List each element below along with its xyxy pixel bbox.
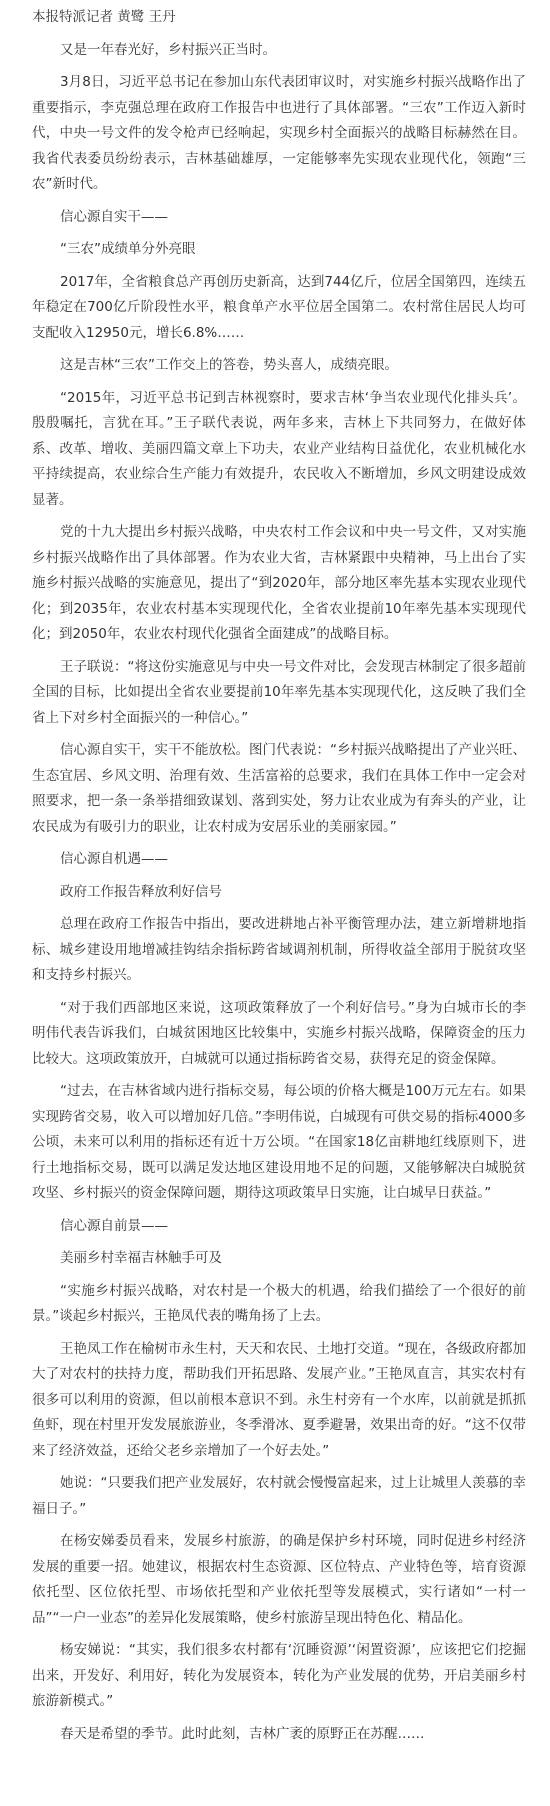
paragraph: 总理在政府工作报告中指出，要改进耕地占补平衡管理办法，建立新增耕地指标、城乡建设用地增减挂钩结余指标跨省域调剂机制，所得收益全部用于脱贫攻坚和支持乡村振兴。 <box>32 916 526 983</box>
paragraph: “过去，在吉林省域内进行指标交易，每公顷的价格大概是100万元左右。如果实现跨省交易，收入可以增加好几倍。”李明伟说，白城现有可供交易的指标4000多公顷，未来可以利用的指标还有近十万公顷。“在国家18亿亩耕地红线原则下，进行土地指标交易，既可以满足发达地区建设用地不足的问题，又能够解决白城脱贫攻坚、乡村振兴的资金保障问题，期待这项政策早日实施，让白城早日获益。” <box>32 1083 526 1201</box>
paragraph: 2017年，全省粮食总产再创历史新高，达到744亿斤，位居全国第四，连续五年稳定在700亿斤阶段性水平，粮食单产水平位居全国第二。农村常住居民人均可支配收入12950元，增长6.8%…… <box>32 273 526 341</box>
paragraph: 3月8日，习近平总书记在参加山东代表团审议时，对实施乡村振兴战略作出了重要指示，李克强总理在政府工作报告中也进行了具体部署。“三农”工作迈入新时代，中央一号文件的发令枪声已经响起，实现乡村全面振兴的战略目标赫然在目。我省代表委员纷纷表示，吉林基础雄厚，一定能够率先实现农业现代化，领跑“三农”新时代。 <box>32 74 526 192</box>
paragraph-closing: 春天是希望的季节。此时此刻，吉林广袤的原野正在苏醒…… <box>60 1725 425 1742</box>
section-subheading: 政府工作报告释放利好信号 <box>60 883 222 900</box>
paragraph: 她说：“只要我们把产业发展好，农村就会慢慢富起来，过上让城里人羡慕的幸福日子。” <box>32 1475 526 1517</box>
section-subheading: 美丽乡村幸福吉林触手可及 <box>60 1250 222 1266</box>
paragraph-lead: 又是一年春光好，乡村振兴正当时。 <box>60 41 276 58</box>
paragraph: 党的十九大提出乡村振兴战略，中央农村工作会议和中央一号文件，又对实施乡村振兴战略作出了具体部署。作为农业大省，吉林紧跟中央精神，马上出台了实施乡村振兴战略的实施意见，提出了“到2020年，部分地区率先基本实现农业现代化；到2035年，农业农村基本实现现代化，全省农业提前10年率先基本实现现代化；到2050年，农业农村现代化强省全面建成”的战略目标。 <box>32 524 526 642</box>
paragraph: “实施乡村振兴战略，对农村是一个极大的机遇，给我们描绘了一个很好的前景。”谈起乡村振兴，王艳凤代表的嘴角扬了上去。 <box>32 1282 526 1324</box>
section-heading: 信心源自实干—— <box>60 208 168 225</box>
section-subheading: “三农”成绩单分外亮眼 <box>60 241 196 257</box>
paragraph: 王子联说：“将这份实施意见与中央一号文件对比，会发现吉林制定了很多超前全国的目标，比如提出全省农业要提前10年率先基本实现现代化，这反映了我们全省上下对乡村全面振兴的一种信心。” <box>32 658 526 726</box>
paragraph: 杨安娣说：“其实，我们很多农村都有‘沉睡资源’‘闲置资源’，应该把它们挖掘出来，开发好、利用好，转化为发展资本，转化为产业发展的优势，开启美丽乡村旅游新模式。” <box>32 1642 526 1709</box>
section-heading: 信心源自机遇—— <box>60 851 168 867</box>
section-heading: 信心源自前景—— <box>60 1217 168 1234</box>
paragraph: “2015年，习近平总书记到吉林视察时，要求吉林‘争当农业现代化排头兵’。殷殷嘱托，言犹在耳。”王子联代表说，两年多来，吉林上下共同努力，在做好体系、改革、增收、美丽四篇文章上下功夫，农业产业结构日益优化，农业机械化水平持续提高，农业综合生产能力有效提升，农民收入不断增加，乡风文明建设成效显著。 <box>32 389 526 508</box>
paragraph: “对于我们西部地区来说，这项政策释放了一个利好信号。”身为白城市长的李明伟代表告诉我们，白城贫困地区比较集中，实施乡村振兴战略，保障资金的压力比较大。这项政策放开，白城就可以通过指标跨省交易，获得充足的资金保障。 <box>32 999 526 1067</box>
paragraph: 信心源自实干，实干不能放松。图门代表说：“乡村振兴战略提出了产业兴旺、生态宜居、乡风文明、治理有效、生活富裕的总要求，我们在具体工作中一定会对照要求，把一条一条举措细致谋划、落到实处，努力让农业成为有奔头的产业，让农民成为有吸引力的职业，让农村成为安居乐业的美丽家园。” <box>32 742 526 835</box>
byline: 本报特派记者 黄鹭 王丹 <box>32 9 176 25</box>
paragraph: 这是吉林“三农”工作交上的答卷，势头喜人，成绩亮眼。 <box>60 357 398 373</box>
paragraph: 在杨安娣委员看来，发展乡村旅游，的确是保护乡村环境，同时促进乡村经济发展的重要一招。她建议，根据农村生态资源、区位特点、产业特色等，培育资源依托型、区位依托型、市场依托型和产业依托型等发展模式，实行诸如“一村一品”“一户一业态”的差异化发展策略，使乡村旅游呈现出特色化、精品化。 <box>32 1533 526 1626</box>
paragraph: 王艳凤工作在榆树市永生村，天天和农民、土地打交道。“现在，各级政府都加大了对农村的扶持力度，帮助我们开拓思路、发展产业。”王艳凤直言，其实农村有很多可以利用的资源，但以前根本意识不到。永生村旁有一个水库，以前就是抓抓鱼虾，现在村里开发发展旅游业，冬季滑冰、夏季避暑，效果出奇的好。“这不仅带来了经济效益，还给父老乡亲增加了一个好去处。” <box>32 1340 526 1459</box>
